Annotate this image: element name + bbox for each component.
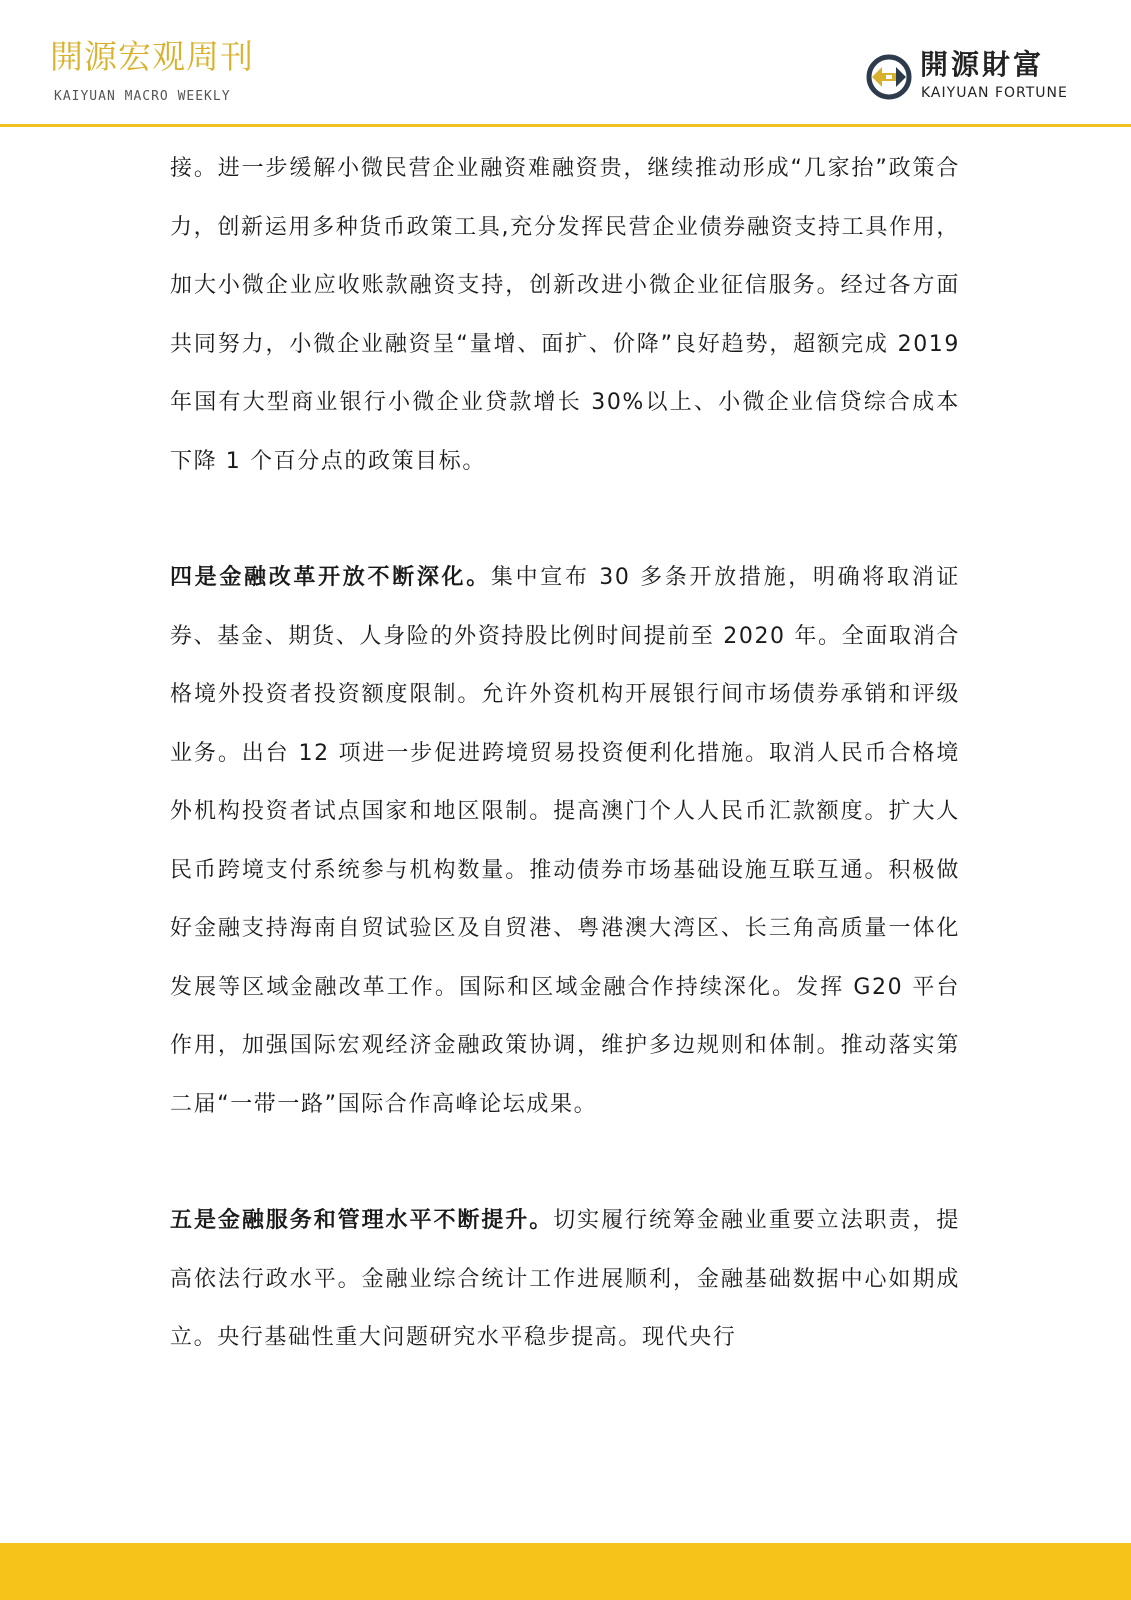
logo-name: 開源財富 — [920, 48, 1045, 81]
article-body — [170, 140, 960, 1368]
company-logo — [864, 50, 1094, 106]
paragraph-text: 切实履行统筹金融业重要立法职责，提高依法行政水平。金融业综合统计工作进展顺利，金融基础数据中心如期成立。央行基础性重大问题研究水平稳步提高。现代央行 — [170, 1208, 960, 1350]
paragraph-lead-heading: 五是金融服务和管理水平不断提升。 — [170, 1208, 554, 1233]
paragraph-financial-services — [170, 1192, 960, 1368]
page-header — [0, 0, 1131, 128]
publication-subtitle: KAIYUAN MACRO WEEKLY — [54, 89, 231, 104]
paragraph-text: 集中宣布 30 多条开放措施，明确将取消证券、基金、期货、人身险的外资持股比例时间提前至 2020 年。全面取消合格境外投资者投资额度限制。允许外资机构开展银行间市场债券承销和评级业务。出台 12 项进一步促进跨境贸易投资便利化措施。取消人民币合格境外机构投资者试点国家和地区限制。提高澳门个人人民币汇款额度。扩大人民币跨境支付系统参与机构数量。推动债券市场基础设施互联互通。积极做好金融支持海南自贸试验区及自贸港、粤港澳大湾区、长三角高质量一体化发展等区域金融改革工作。国际和区域金融合作持续深化。发挥 G20 平台作用，加强国际宏观经济金融政策协调，维护多边规则和体制。推动落实第二届“一带一路”国际合作高峰论坛成果。 — [170, 565, 960, 1117]
publication-title: 開源宏观周刊 — [50, 37, 254, 76]
kaiyuan-logo-icon — [864, 52, 914, 102]
paragraph-continued: 接。进一步缓解小微民营企业融资难融资贵，继续推动形成“几家抬”政策合力，创新运用多种货币政策工具,充分发挥民营企业债券融资支持工具作用，加大小微企业应收账款融资支持，创新改进小微企业征信服务。经过各方面共同努力，小微企业融资呈“量增、面扩、价降”良好趋势，超额完成 2019 年国有大型商业银行小微企业贷款增长 30%以上、小微企业信贷综合成本下降 1 个百分点的政策目标。 — [170, 156, 960, 474]
logo-english-name: KAIYUAN FORTUNE — [921, 85, 1068, 101]
header-divider — [0, 124, 1131, 127]
paragraph-spacer — [170, 491, 960, 549]
paragraph-financial-reform — [170, 549, 960, 1134]
footer-bar — [0, 1543, 1131, 1600]
paragraph-lead-heading: 四是金融改革开放不断深化。 — [170, 565, 491, 590]
paragraph-spacer — [170, 1134, 960, 1192]
